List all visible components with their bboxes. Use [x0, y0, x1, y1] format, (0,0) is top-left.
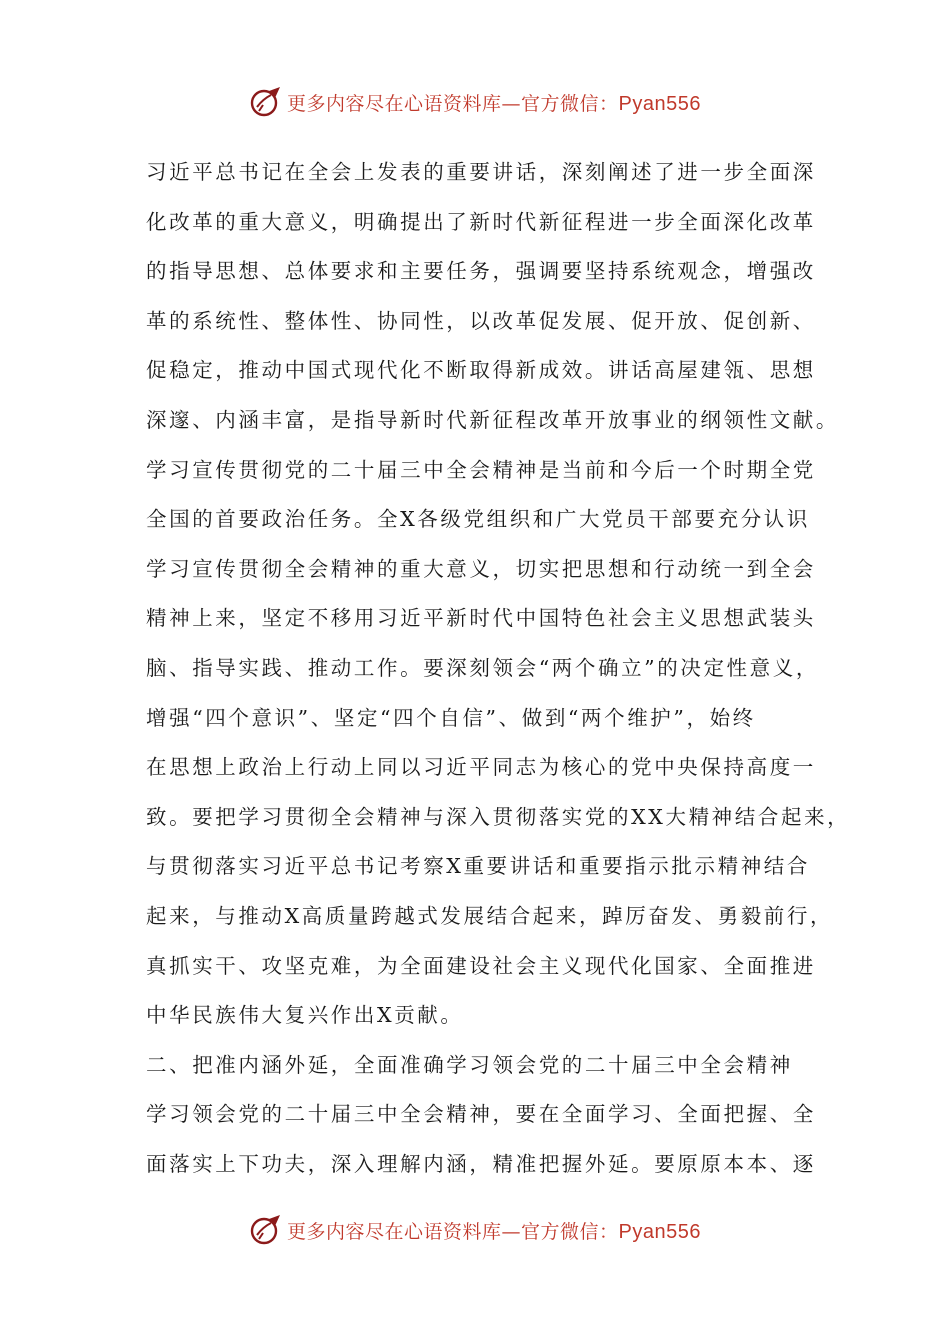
text-line: 全国的首要政治任务。全X各级党组织和广大党员干部要充分认识 [146, 507, 810, 532]
section-heading: 二、把准内涵外延，全面准确学习领会党的二十届三中全会精神 [146, 1052, 793, 1077]
pen-logo-icon [249, 1213, 283, 1247]
text-line: 习近平总书记在全会上发表的重要讲话，深刻阐述了进一步全面深 [146, 160, 816, 184]
text-line: 化改革的重大意义，明确提出了新时代新征程进一步全面深化改革 [146, 209, 816, 234]
text-line: 深邃、内涵丰富，是指导新时代新征程改革开放事业的纲领性文献。 [146, 407, 839, 432]
footer-banner [0, 1210, 950, 1250]
text-line: 学习宣传贯彻党的二十届三中全会精神是当前和今后一个时期全党 [146, 457, 816, 482]
footer-banner-text: 更多内容尽在心语资料库—官方微信：Pyan556 [287, 1220, 701, 1243]
text-line: 革的系统性、整体性、协同性，以改革促发展、促开放、促创新、 [146, 308, 816, 333]
text-line: 真抓实干、攻坚克难，为全面建设社会主义现代化国家、全面推进 [146, 953, 816, 978]
text-line: 致。要把学习贯彻全会精神与深入贯彻落实党的XX大精神结合起来， [146, 804, 851, 829]
text-line: 学习宣传贯彻全会精神的重大意义，切实把思想和行动统一到全会 [146, 556, 816, 581]
pen-logo-icon [249, 85, 283, 119]
header-banner [0, 82, 950, 122]
text-line: 面落实上下功夫，深入理解内涵，精准把握外延。要原原本本、逐 [146, 1151, 816, 1176]
text-line: 精神上来，坚定不移用习近平新时代中国特色社会主义思想武装头 [146, 606, 816, 631]
document-body [146, 148, 851, 1189]
text-line: 起来，与推动X高质量跨越式发展结合起来，踔厉奋发、勇毅前行， [146, 903, 834, 928]
text-line: 促稳定，推动中国式现代化不断取得新成效。讲话高屋建瓴、思想 [146, 358, 816, 383]
text-line: 学习领会党的二十届三中全会精神，要在全面学习、全面把握、全 [146, 1102, 816, 1127]
header-banner-text: 更多内容尽在心语资料库—官方微信：Pyan556 [287, 92, 701, 115]
header-banner-id: Pyan556 [618, 92, 701, 115]
text-line: 增强“四个意识”、坚定“四个自信”、做到“两个维护”，始终 [146, 705, 756, 730]
footer-banner-id: Pyan556 [618, 1220, 701, 1243]
text-line: 与贯彻落实习近平总书记考察X重要讲话和重要指示批示精神结合 [146, 854, 810, 879]
text-line: 脑、指导实践、推动工作。要深刻领会“两个确立”的决定性意义， [146, 655, 819, 680]
text-line: 的指导思想、总体要求和主要任务，强调要坚持系统观念，增强改 [146, 259, 816, 284]
text-line: 中华民族伟大复兴作出X贡献。 [146, 1003, 464, 1028]
text-line: 在思想上政治上行动上同以习近平同志为核心的党中央保持高度一 [146, 755, 816, 780]
